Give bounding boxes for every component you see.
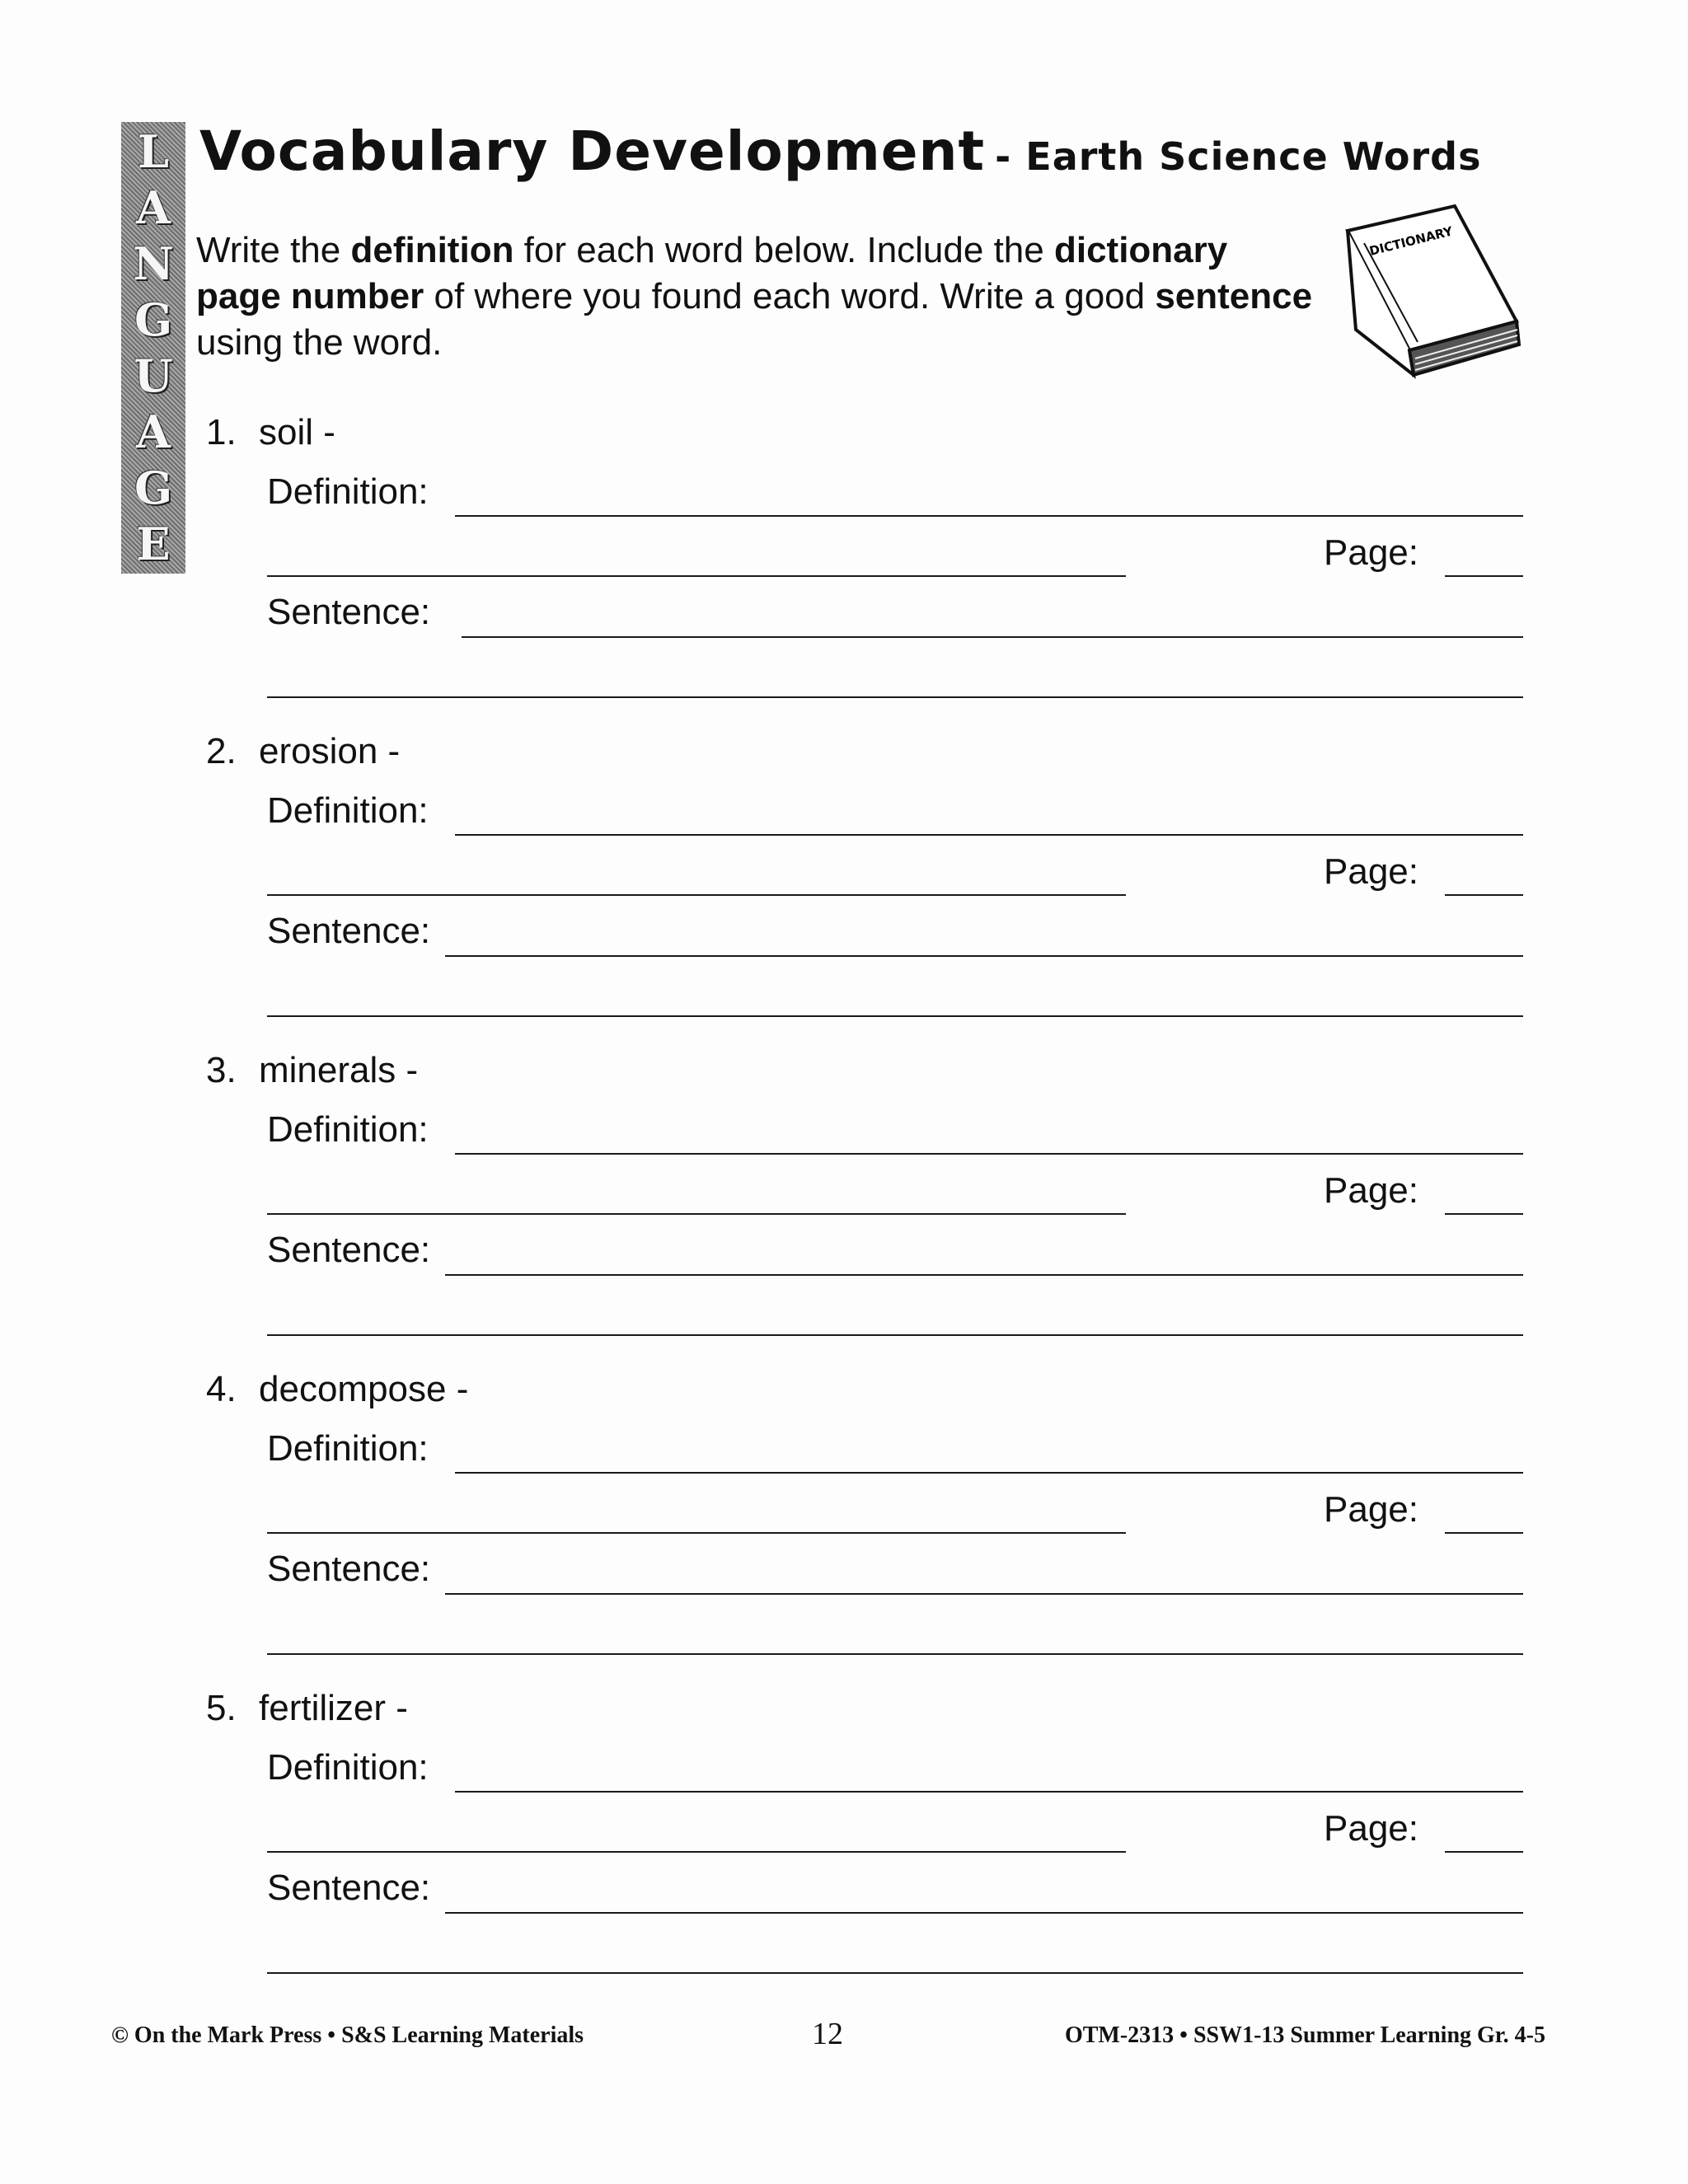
definition-line[interactable] <box>455 1472 1523 1474</box>
vocab-item-minerals <box>198 1050 1533 1363</box>
sentence-line[interactable] <box>445 1593 1523 1595</box>
footer-copyright: © On the Mark Press • S&S Learning Materials <box>111 2022 584 2048</box>
definition-line[interactable] <box>455 1791 1523 1793</box>
vocab-item-fertilizer <box>198 1688 1533 2001</box>
sentence-line[interactable] <box>462 636 1523 638</box>
definition-label: Definition: <box>267 471 429 512</box>
item-heading <box>206 1050 418 1091</box>
tab-letter: A <box>136 405 171 458</box>
sentence-label: Sentence: <box>267 1549 431 1589</box>
tab-letter: A <box>136 181 171 234</box>
dictionary-label: DICTIONARY <box>1367 223 1455 259</box>
tab-letter: G <box>134 293 173 346</box>
page-number-line[interactable] <box>1445 1851 1523 1853</box>
instructions-text: Write the <box>196 230 351 270</box>
page-label: Page: <box>1324 1170 1418 1211</box>
sentence-line[interactable] <box>445 955 1523 957</box>
sentence-label: Sentence: <box>267 592 431 632</box>
footer-page-number: 12 <box>812 2017 843 2051</box>
sentence-label: Sentence: <box>267 1230 431 1270</box>
item-heading <box>206 412 335 453</box>
page-number-line[interactable] <box>1445 1532 1523 1534</box>
instructions-emphasis: definition <box>350 230 514 270</box>
item-number: 2. <box>206 731 237 771</box>
sentence-line-2[interactable] <box>267 696 1523 698</box>
sentence-line-2[interactable] <box>267 1972 1523 1974</box>
page-number-line[interactable] <box>1445 575 1523 577</box>
sentence-line-2[interactable] <box>267 1653 1523 1655</box>
vocab-item-decompose <box>198 1369 1533 1682</box>
definition-line[interactable] <box>455 515 1523 517</box>
page-label: Page: <box>1324 851 1418 892</box>
item-number: 1. <box>206 412 237 452</box>
sentence-label: Sentence: <box>267 1868 431 1908</box>
page-title <box>199 120 1481 183</box>
vocab-item-erosion <box>198 731 1533 1044</box>
item-word: soil - <box>259 412 335 452</box>
definition-line-2[interactable] <box>267 894 1126 896</box>
language-side-tab <box>121 122 185 574</box>
definition-line[interactable] <box>455 1153 1523 1155</box>
sentence-line-2[interactable] <box>267 1015 1523 1017</box>
sentence-line-2[interactable] <box>267 1334 1523 1336</box>
instructions-text: for each word below. Include the <box>513 230 1054 270</box>
item-number: 4. <box>206 1369 237 1409</box>
definition-line-2[interactable] <box>267 1851 1126 1853</box>
sentence-line[interactable] <box>445 1274 1523 1276</box>
page-label: Page: <box>1324 1808 1418 1849</box>
item-number: 3. <box>206 1050 237 1090</box>
item-heading <box>206 731 400 772</box>
dictionary-book-icon <box>1331 198 1529 412</box>
instructions-emphasis: dictionary page number <box>196 230 1228 316</box>
instructions-text: using the word. <box>196 322 443 363</box>
instructions-emphasis: sentence <box>1155 276 1313 316</box>
title-sub: - Earth Science Words <box>995 134 1482 179</box>
item-word: decompose - <box>259 1369 469 1409</box>
definition-label: Definition: <box>267 1109 429 1150</box>
instructions-text: of where you found each word. Write a good <box>424 276 1156 316</box>
definition-line-2[interactable] <box>267 575 1126 577</box>
title-main: Vocabulary Development <box>199 120 986 183</box>
page-footer <box>111 2016 1545 2057</box>
vocab-item-soil <box>198 412 1533 725</box>
tab-letter: N <box>133 237 174 290</box>
definition-label: Definition: <box>267 790 429 831</box>
tab-letter: G <box>134 462 173 514</box>
footer-product-code: OTM-2313 • SSW1-13 Summer Learning Gr. 4-5 <box>1064 2022 1545 2048</box>
tab-letter: E <box>136 518 171 570</box>
item-heading <box>206 1688 408 1729</box>
item-word: fertilizer - <box>259 1688 408 1728</box>
item-word: erosion - <box>259 731 401 771</box>
sentence-label: Sentence: <box>267 911 431 951</box>
definition-label: Definition: <box>267 1747 429 1788</box>
tab-letter: L <box>138 125 169 178</box>
item-word: minerals - <box>259 1050 419 1090</box>
item-heading <box>206 1369 468 1410</box>
page-label: Page: <box>1324 532 1418 573</box>
instructions <box>196 227 1317 366</box>
page-number-line[interactable] <box>1445 894 1523 896</box>
tab-letter: U <box>134 349 173 402</box>
definition-line[interactable] <box>455 834 1523 836</box>
item-number: 5. <box>206 1688 237 1728</box>
definition-line-2[interactable] <box>267 1532 1126 1534</box>
sentence-line[interactable] <box>445 1912 1523 1914</box>
definition-label: Definition: <box>267 1428 429 1469</box>
page-number-line[interactable] <box>1445 1213 1523 1215</box>
definition-line-2[interactable] <box>267 1213 1126 1215</box>
page-label: Page: <box>1324 1489 1418 1530</box>
